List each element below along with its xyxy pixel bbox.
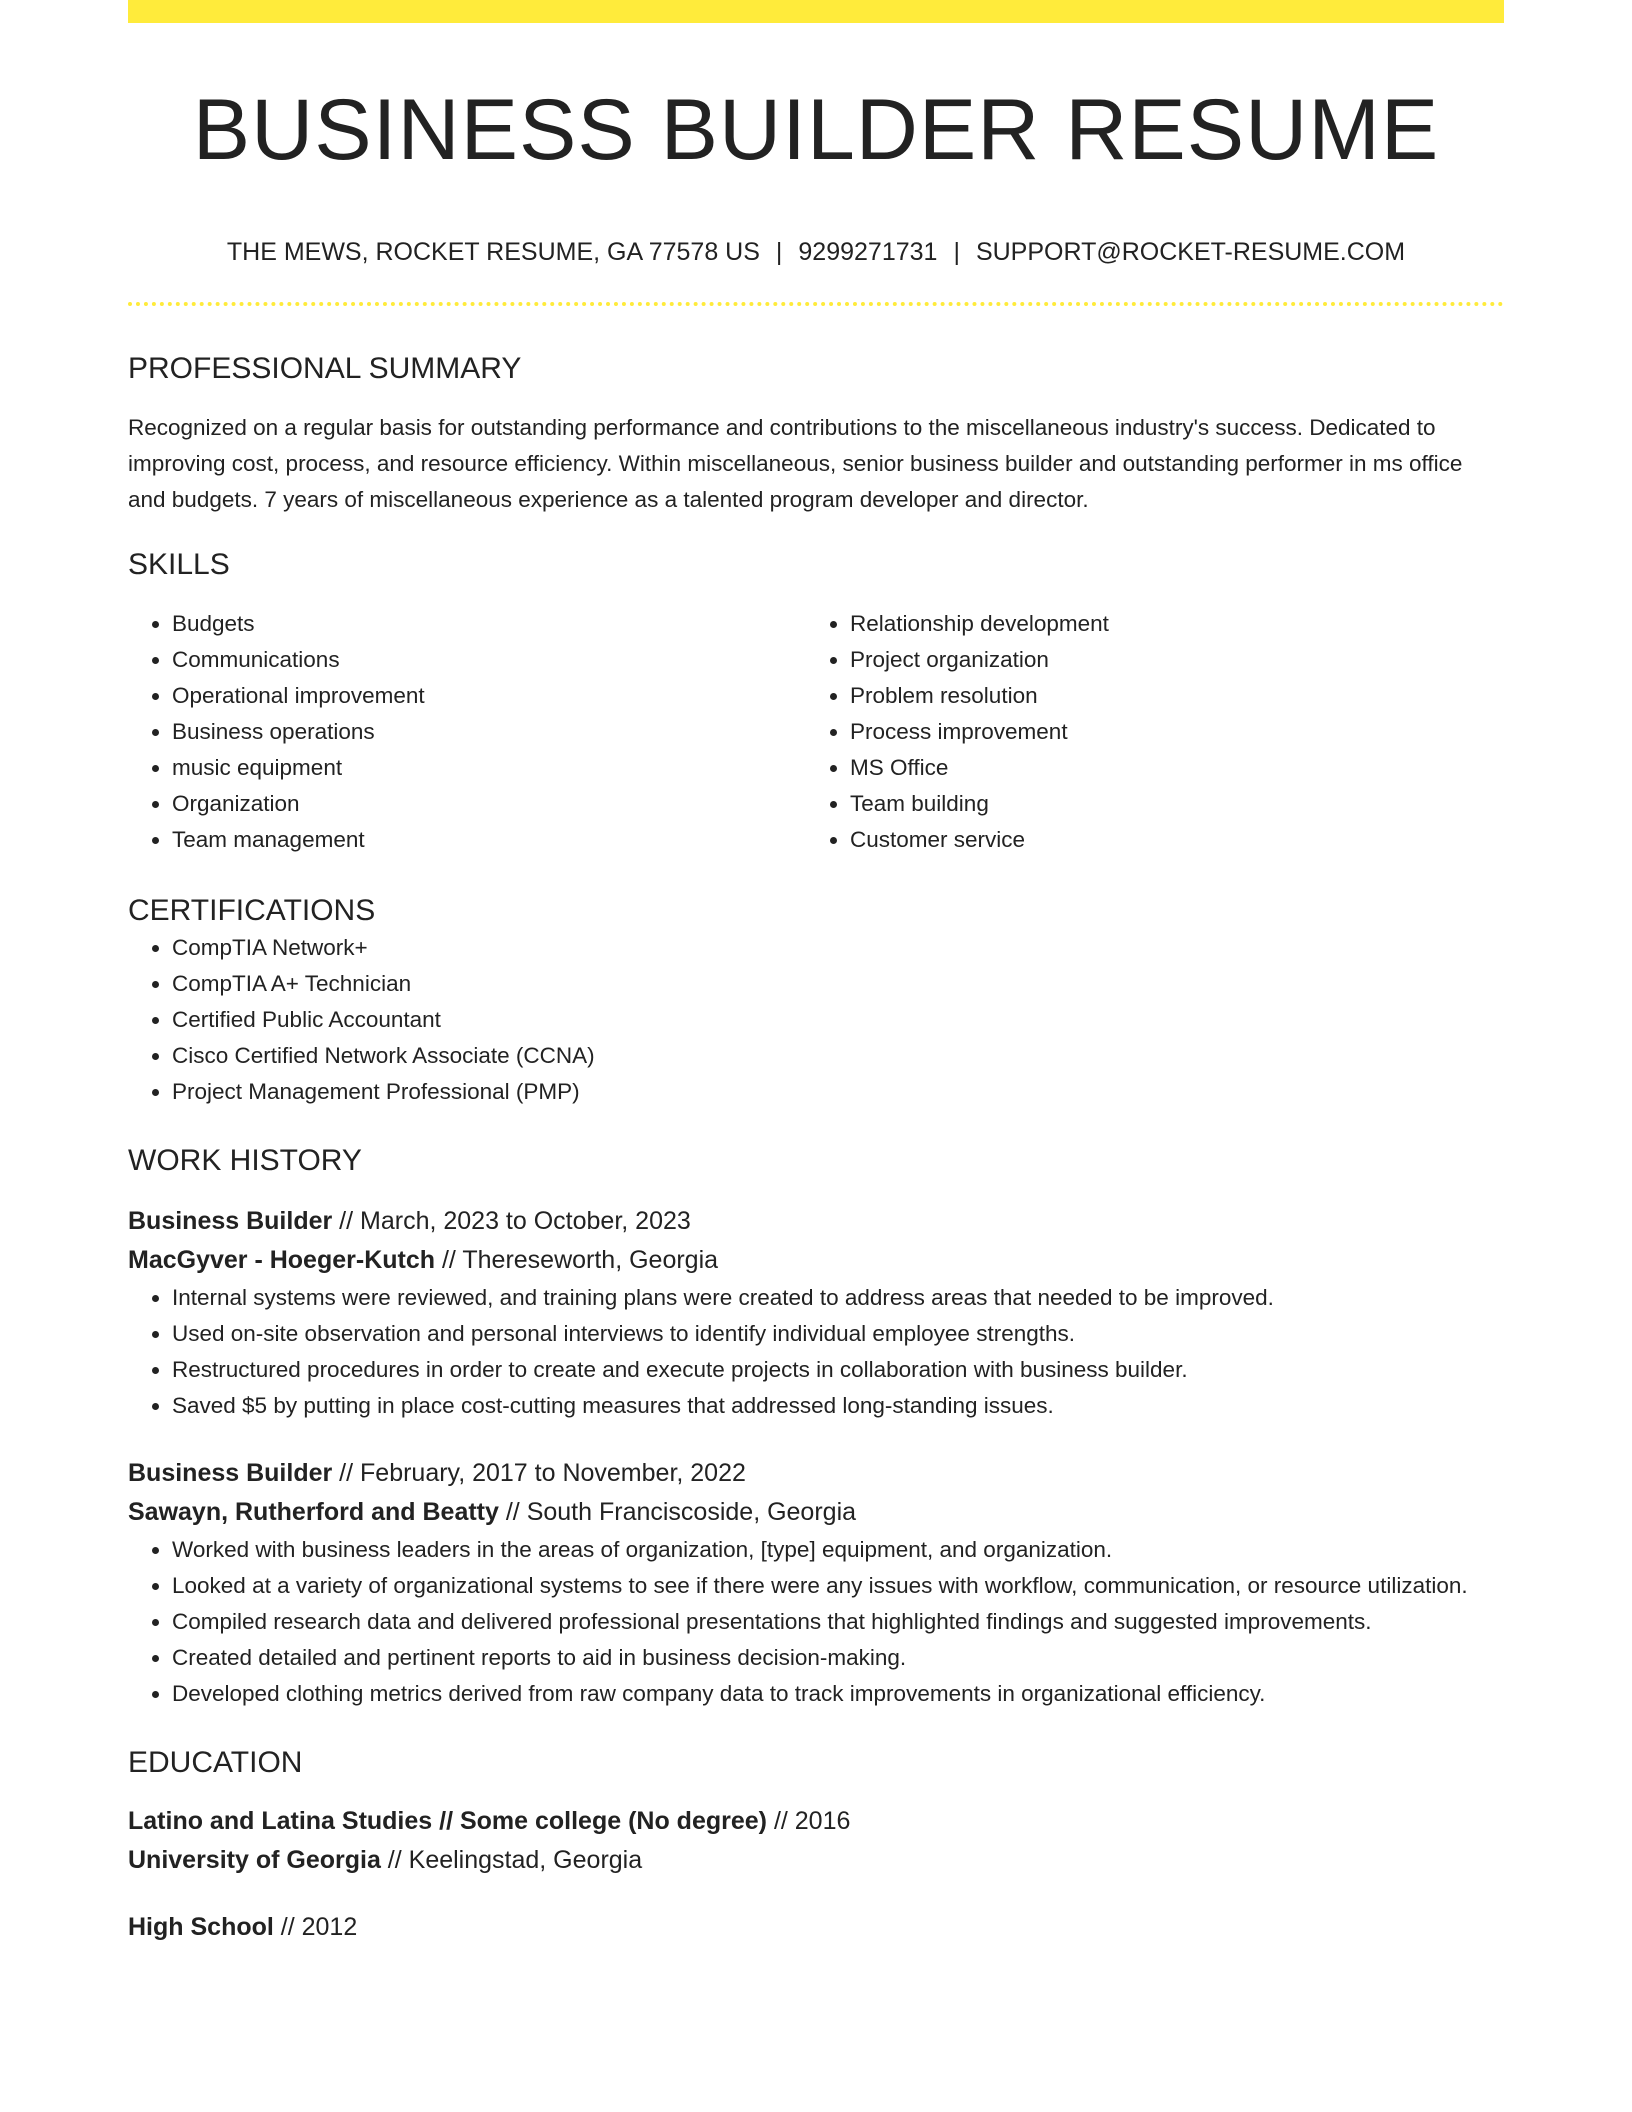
job-location: // Thereseworth, Georgia xyxy=(435,1246,719,1274)
job-company-line xyxy=(128,1493,1504,1532)
skill-item: • Team building xyxy=(850,786,1484,822)
job-bullet: • Looked at a variety of organizational systems to see if there were any issues with workflow, communication, or resource utilization. xyxy=(172,1568,1504,1604)
skill-item: • Business operations xyxy=(172,714,806,750)
job-entry xyxy=(128,1454,1504,1712)
certifications-list xyxy=(128,930,1504,1110)
skill-item: • Communications xyxy=(172,642,806,678)
skill-item: • Process improvement xyxy=(850,714,1484,750)
education-school-line xyxy=(128,1841,1504,1880)
job-bullet: • Saved $5 by putting in place cost-cutting measures that addressed long-standing issues. xyxy=(172,1388,1504,1424)
job-role: Business Builder xyxy=(128,1207,333,1235)
job-dates: // March, 2023 to October, 2023 xyxy=(332,1207,691,1235)
job-company: MacGyver - Hoeger-Kutch xyxy=(128,1246,436,1274)
work-history-heading: WORK HISTORY xyxy=(128,1144,362,1177)
skill-item: • Relationship development xyxy=(850,606,1484,642)
job-bullet: • Compiled research data and delivered professional presentations that highlighted findings and suggested improvements. xyxy=(172,1604,1504,1640)
job-role: Business Builder xyxy=(128,1459,333,1487)
job-dates: // February, 2017 to November, 2022 xyxy=(332,1459,746,1487)
education-degree-line xyxy=(128,1908,1504,1947)
job-role-line xyxy=(128,1202,1504,1241)
education-entry xyxy=(128,1802,1504,1880)
resume-content xyxy=(128,0,1504,1947)
education-degree-line xyxy=(128,1802,1504,1841)
skill-item: • Project organization xyxy=(850,642,1484,678)
job-bullet: • Internal systems were reviewed, and training plans were created to address areas that needed to be improved. xyxy=(172,1280,1504,1316)
skills-list-left xyxy=(128,606,806,858)
contact-phone: 9299271731 xyxy=(798,238,938,266)
job-bullet: • Used on-site observation and personal interviews to identify individual employee strengths. xyxy=(172,1316,1504,1352)
certification-item: • Certified Public Accountant xyxy=(172,1002,1504,1038)
job-location: // South Franciscoside, Georgia xyxy=(498,1498,857,1526)
job-bullet: • Developed clothing metrics derived from raw company data to track improvements in organizational efficiency. xyxy=(172,1676,1504,1712)
education-year: // 2016 xyxy=(767,1807,851,1835)
resume-title: BUSINESS BUILDER RESUME xyxy=(192,82,1440,178)
job-role-line xyxy=(128,1454,1504,1493)
contact-separator: | xyxy=(953,238,960,266)
contact-line xyxy=(128,236,1504,268)
job-bullet: • Created detailed and pertinent reports to aid in business decision-making. xyxy=(172,1640,1504,1676)
certification-item: • CompTIA A+ Technician xyxy=(172,966,1504,1002)
education-location: // Keelingstad, Georgia xyxy=(380,1846,643,1874)
job-company: Sawayn, Rutherford and Beatty xyxy=(128,1498,499,1526)
skill-item: • Problem resolution xyxy=(850,678,1484,714)
skills-column-right xyxy=(806,606,1484,858)
education-heading: EDUCATION xyxy=(128,1746,303,1779)
job-company-line xyxy=(128,1241,1504,1280)
skill-item: • Operational improvement xyxy=(172,678,806,714)
dotted-divider xyxy=(128,302,1504,306)
skill-item: • Budgets xyxy=(172,606,806,642)
skill-item: • Customer service xyxy=(850,822,1484,858)
skills-list-right xyxy=(806,606,1484,858)
contact-separator: | xyxy=(775,238,783,266)
certification-item: • Project Management Professional (PMP) xyxy=(172,1074,1504,1110)
job-bullet: • Restructured procedures in order to create and execute projects in collaboration with business builder. xyxy=(172,1352,1504,1388)
skills-heading: SKILLS xyxy=(128,548,230,581)
job-bullet-list xyxy=(128,1532,1504,1712)
education-year: // 2012 xyxy=(273,1913,358,1941)
summary-heading: PROFESSIONAL SUMMARY xyxy=(128,352,522,385)
skill-item: • music equipment xyxy=(172,750,806,786)
contact-email: SUPPORT@ROCKET-RESUME.COM xyxy=(975,238,1406,266)
skill-item: • MS Office xyxy=(850,750,1484,786)
education-entry xyxy=(128,1908,1504,1947)
skill-item: • Organization xyxy=(172,786,806,822)
education-degree: Latino and Latina Studies // Some college (No degree) xyxy=(128,1807,767,1835)
education-school: University of Georgia xyxy=(128,1846,381,1874)
job-entry xyxy=(128,1202,1504,1424)
education-degree: High School xyxy=(128,1913,274,1941)
summary-text: Recognized on a regular basis for outstanding performance and contributions to the miscellaneous industry's success. Dedicated to improving cost, process, and resource efficiency. Within miscellaneous, senior business builder and outstanding performer in ms office and budgets. 7 years of miscellaneous experience as a talented program developer and director. xyxy=(128,415,1463,512)
certifications-heading: CERTIFICATIONS xyxy=(128,894,376,927)
contact-address: THE MEWS, ROCKET RESUME, GA 77578 US xyxy=(226,238,760,266)
certification-item: • CompTIA Network+ xyxy=(172,930,1504,966)
certification-item: • Cisco Certified Network Associate (CCNA) xyxy=(172,1038,1504,1074)
job-bullet: • Worked with business leaders in the areas of organization, [type] equipment, and organization. xyxy=(172,1532,1504,1568)
skill-item: • Team management xyxy=(172,822,806,858)
job-bullet-list xyxy=(128,1280,1504,1424)
skills-grid xyxy=(128,606,1504,858)
skills-column-left xyxy=(128,606,806,858)
